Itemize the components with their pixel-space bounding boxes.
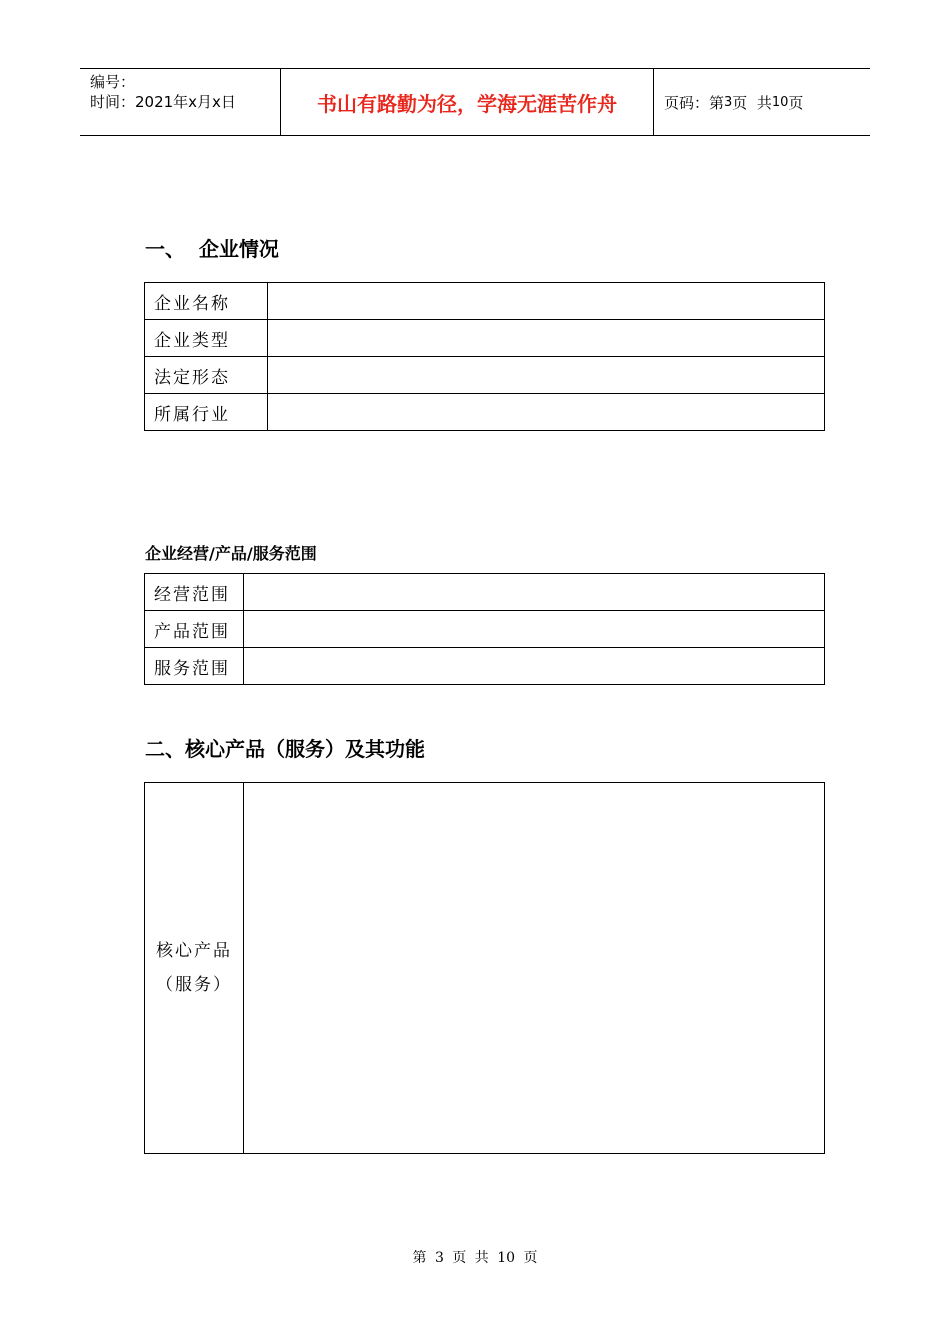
page-footer: 第 3 页 共 10 页	[412, 1250, 538, 1266]
core-product-table	[144, 782, 825, 1154]
table-row	[145, 357, 825, 394]
core-product-field[interactable]	[244, 783, 825, 1154]
table-row	[145, 283, 825, 320]
table-row	[145, 394, 825, 431]
row-label: 所属行业	[145, 394, 268, 431]
service-scope-field[interactable]	[244, 648, 825, 685]
company-type-field[interactable]	[268, 320, 825, 357]
page-prefix: 页码：第	[664, 93, 725, 112]
core-product-label-line1: 核心产品	[156, 941, 232, 961]
business-scope-field[interactable]	[244, 574, 825, 611]
legal-form-field[interactable]	[268, 357, 825, 394]
core-product-label-line2: （服务）	[156, 975, 232, 995]
row-label: 产品范围	[145, 611, 244, 648]
table-row	[145, 648, 825, 685]
core-product-label	[145, 783, 244, 1154]
row-label: 企业名称	[145, 283, 268, 320]
section2-title: 二、核心产品（服务）及其功能	[145, 737, 425, 761]
header-time-label: 时间：2021年x月x日	[90, 93, 236, 111]
row-label: 法定形态	[145, 357, 268, 394]
page-suffix: 页	[788, 93, 804, 112]
row-label: 经营范围	[145, 574, 244, 611]
industry-field[interactable]	[268, 394, 825, 431]
scope-title: 企业经营/产品/服务范围	[145, 544, 317, 563]
row-label: 服务范围	[145, 648, 244, 685]
scope-table	[144, 573, 825, 685]
table-row	[145, 320, 825, 357]
company-name-field[interactable]	[268, 283, 825, 320]
product-scope-field[interactable]	[244, 611, 825, 648]
company-info-table	[144, 282, 825, 431]
header-info-cell	[80, 69, 281, 135]
page-header	[80, 68, 870, 136]
table-row	[145, 783, 825, 1154]
header-motto: 书山有路勤为径，学海无涯苦作舟	[281, 69, 654, 135]
row-label: 企业类型	[145, 320, 268, 357]
page-mid: 页 共	[732, 93, 772, 112]
page-current: 3	[724, 94, 733, 110]
section1-title: 一、 企业情况	[145, 237, 279, 261]
header-number-label: 编号：	[90, 73, 136, 91]
header-page-info	[654, 69, 870, 135]
table-row	[145, 611, 825, 648]
table-row	[145, 574, 825, 611]
page-total: 10	[771, 94, 789, 110]
